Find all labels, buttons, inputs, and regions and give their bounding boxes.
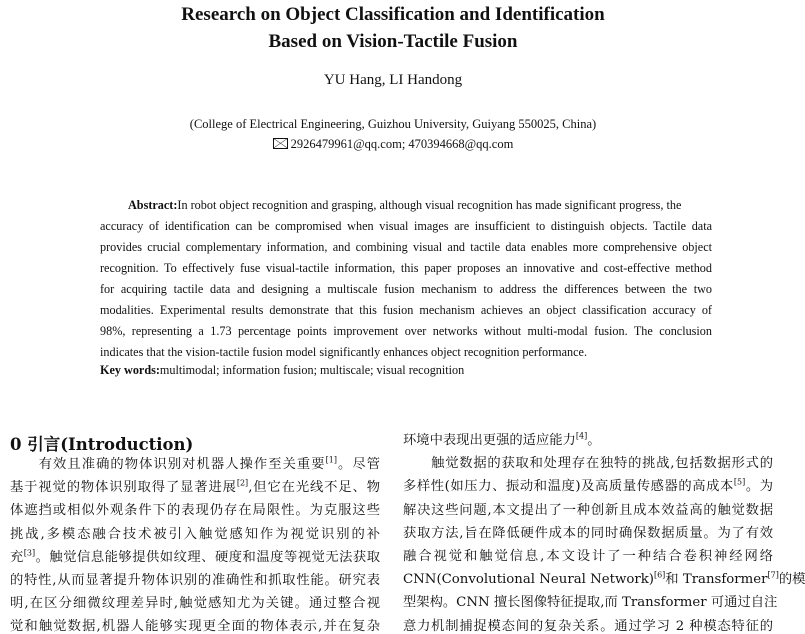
body-text-line: 解决这些问题,本文提出了一种创新且成本效益高的触觉数据 [403,502,773,518]
body-text-line: 意力机制捕捉模态间的复杂关系。通过学习 2 种模态特征的 [403,618,773,634]
authors: YU Hang, LI Handong [323,72,463,88]
body-text-line: 融合视觉和触觉信息,本文设计了一种结合卷积神经网络 [403,549,773,564]
body-text-line: 明,在区分细微纹理差异时,触觉感知尤为关键。通过整合视 [10,596,380,612]
abstract-text: In robot object recognition and grasping, although visual recognition has made significant progress, the [177,198,682,212]
abstract-line: accuracy of identification can be compromised when visual images are insufficient to distinguish objects. Tactile data [100,219,712,233]
keywords-label: Key words: [100,363,160,377]
abstract-line: modalities. Experimental results demonstrate that this fusion mechanism achieves an object classification accuracy of [100,303,712,317]
email-line [0,137,786,152]
email-addresses[interactable]: 2926479961@qq.com; 470394668@qq.com [290,137,514,151]
abstract-line: for acquiring tactile data and designing a multiscale fusion mechanism to address the differences between the two [100,282,712,296]
body-text-line: 充[3]。触觉信息能够提供如纹理、硬度和温度等视觉无法获取 [10,548,381,565]
keywords-text: multimodal; information fusion; multiscale; visual recognition [159,363,465,377]
abstract-line: indicates that the vision-tactile fusion model significantly enhances object recognition performance. [100,345,588,359]
body-text-line: 觉和触觉数据,机器人能够实现更全面的物体表示,并在复杂 [10,619,380,634]
body-text-line: CNN(Convolutional Neural Network)[6]和 Transformer[7]的模 [403,570,805,588]
affiliation: (College of Electrical Engineering, Guizhou University, Guiyang 550025, China) [189,117,597,131]
paper-title-line-2: Based on Vision-Tactile Fusion [268,31,518,52]
abstract-line [128,198,718,213]
section-heading-introduction: 0 引言(Introduction) [10,435,194,454]
body-text-line: 触觉数据的获取和处理存在独特的挑战,包括数据形式的 [403,456,773,472]
abstract-label: Abstract: [128,198,178,212]
keywords [100,363,712,378]
body-text-line: 有效且准确的物体识别对机器人操作至关重要[1]。尽管 [10,455,381,472]
abstract-line: recognition. To effectively fuse visual-tactile information, this paper proposes an innovative and cost-effective method [100,261,712,275]
abstract-line: provides crucial complementary information, and combining visual and tactile data enables more comprehensive object [100,240,712,254]
body-text-line: 环境中表现出更强的适应能力[4]。 [403,431,601,448]
body-text-line: 挑战,多模态融合技术被引入触觉感知作为视觉识别的补 [10,526,380,542]
abstract-line: 98%, representing a 1.73 percentage points improvement over networks without multi-modal fusion. The conclusion [100,324,712,338]
body-text-line: 体遮挡或相似外观条件下的表现仍存在局限性。为克服这些 [10,503,380,519]
paper-title-line-1: Research on Object Classification and Identification [181,4,605,25]
body-text-line: 获取方法,旨在降低硬件成本的同时确保数据质量。为了有效 [403,525,773,541]
body-text-line: 型架构。CNN 擅长图像特征提取,而 Transformer 可通过自注 [403,595,778,611]
body-text-line: 多样性(如压力、振动和温度)及高质量传感器的高成本[5]。为 [403,477,774,495]
body-text-line: 的特性,从而显著提升物体识别的准确性和抓取性能。研究表 [10,573,380,588]
envelope-icon [273,138,288,149]
body-text-line: 基于视觉的物体识别取得了显著进展[2],但它在光线不足、物 [10,478,381,496]
